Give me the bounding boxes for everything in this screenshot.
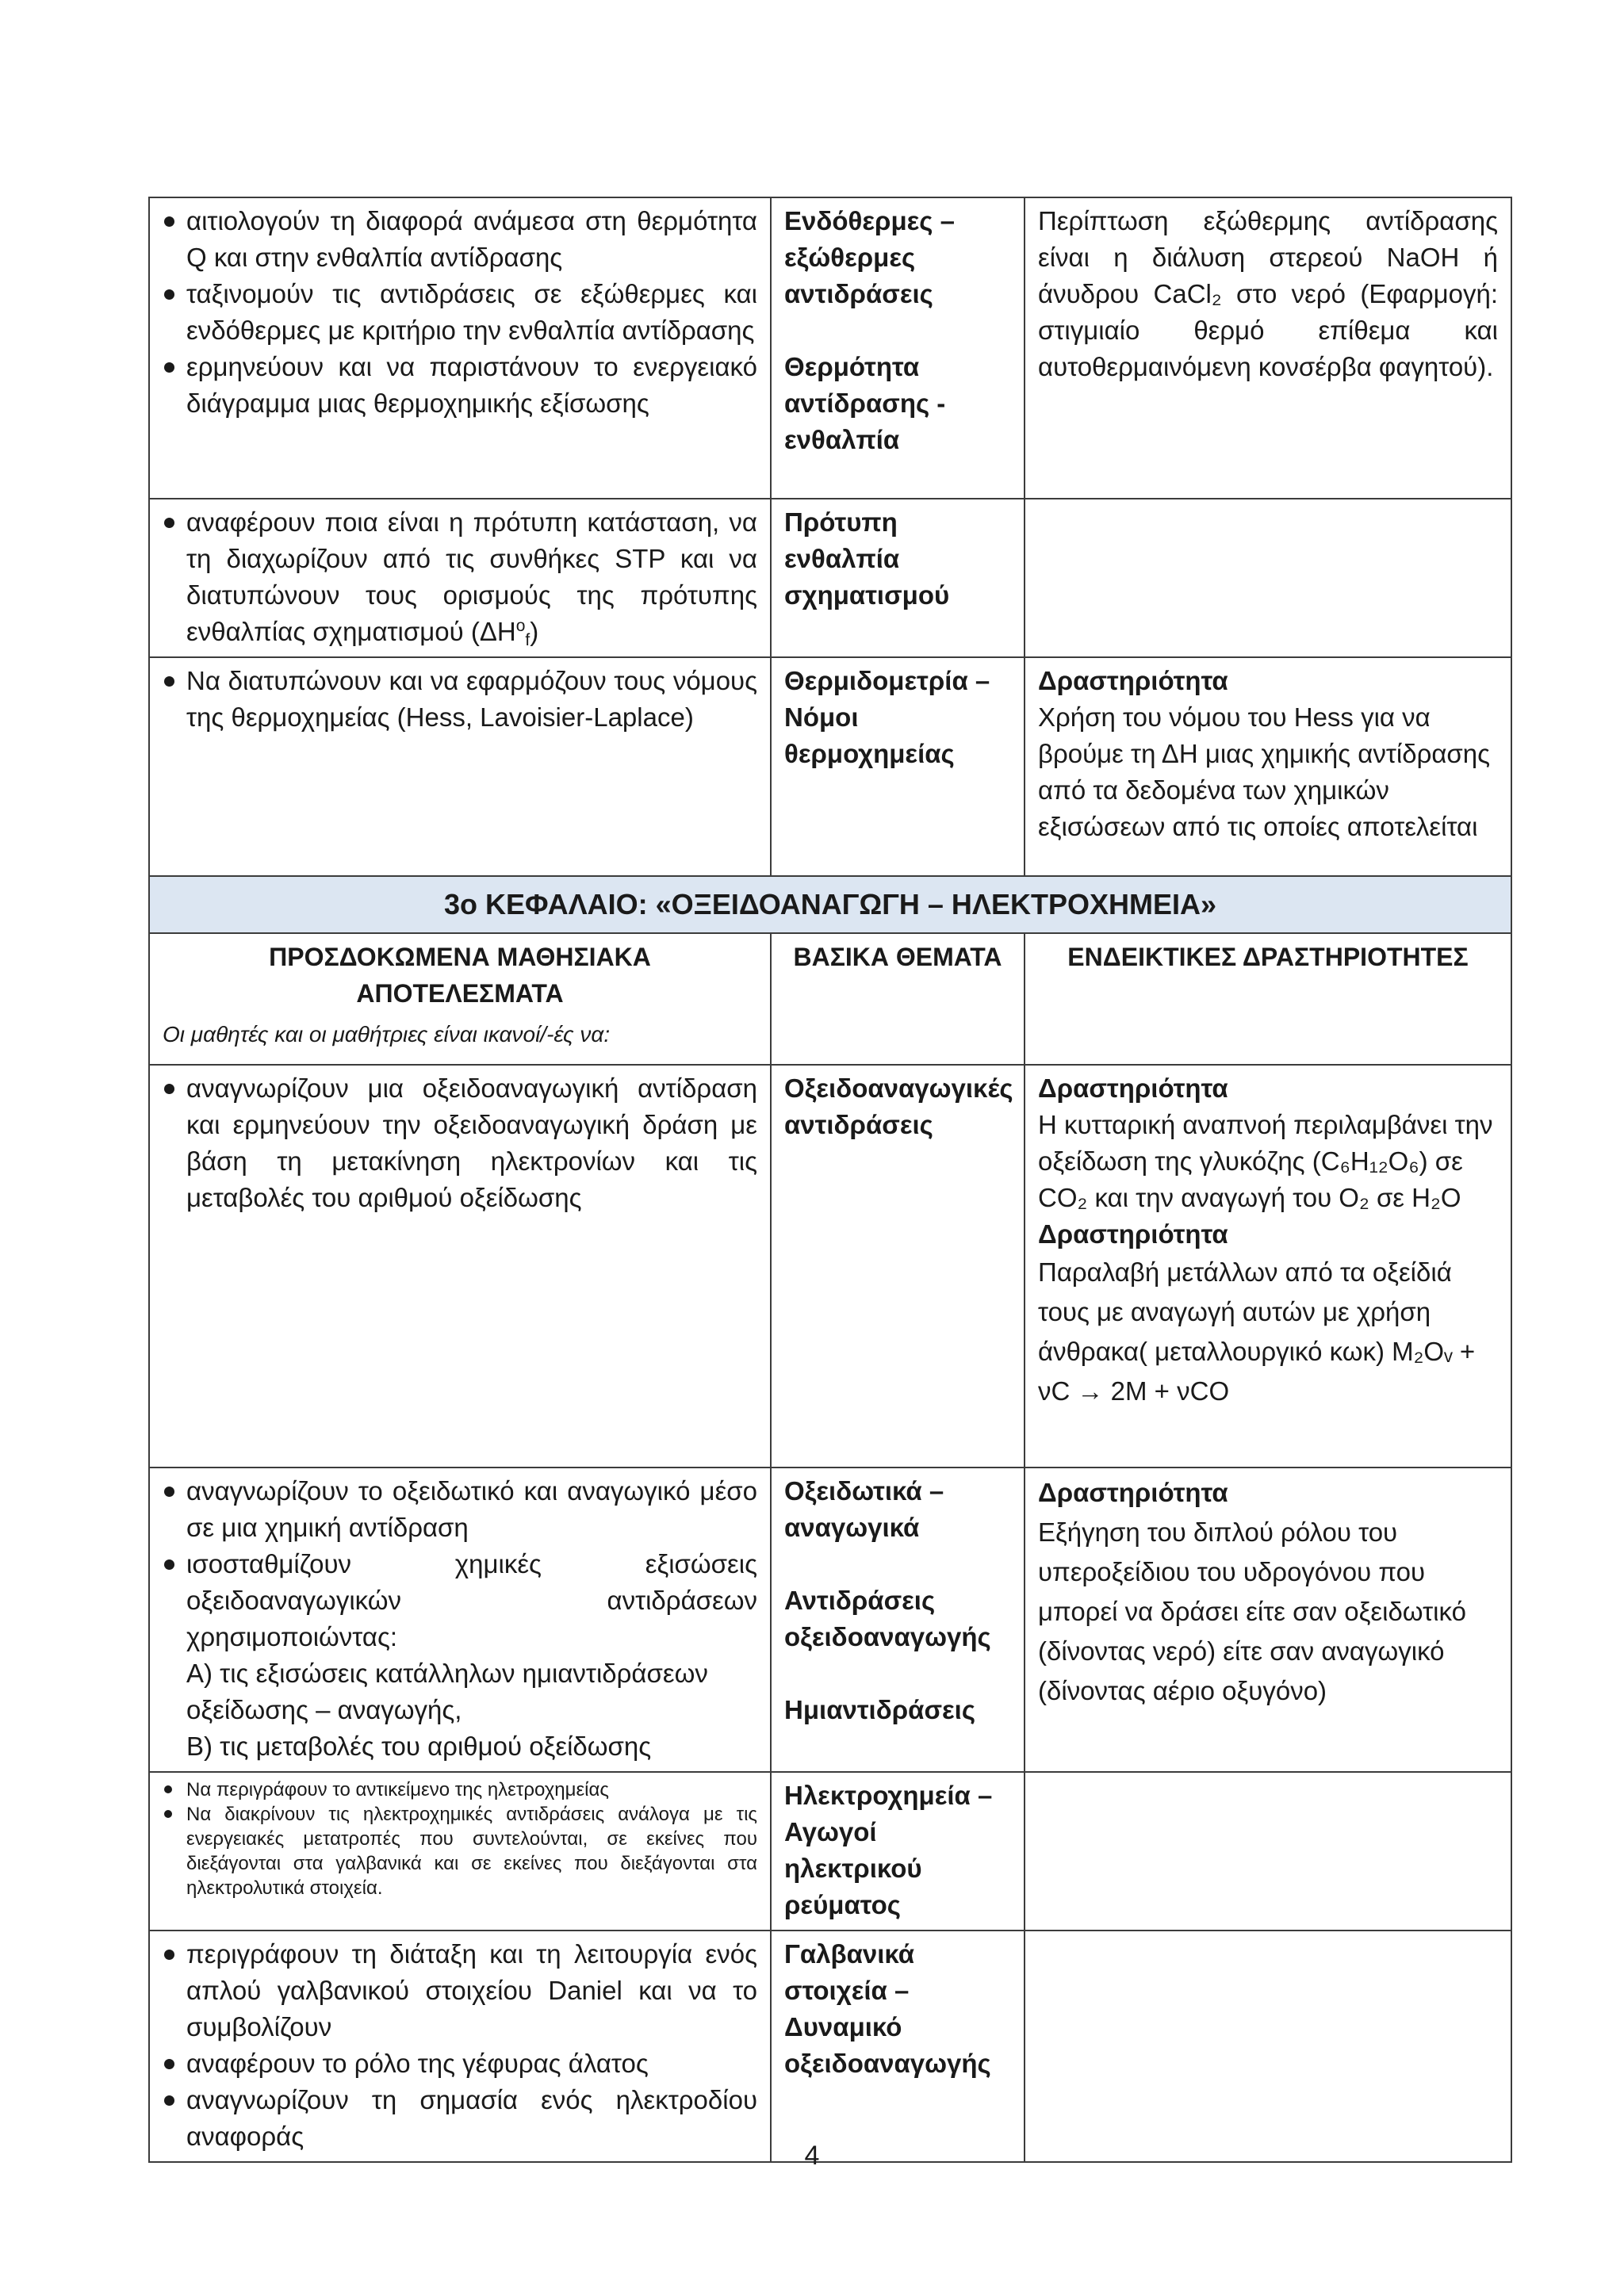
outcomes-cell bbox=[149, 1468, 771, 1772]
topic-line: Νόμοι bbox=[784, 702, 859, 732]
topic-line: Ενδόθερμες – bbox=[784, 206, 955, 235]
topic-cell bbox=[771, 1065, 1025, 1468]
list-item: Να διατυπώνουν και να εφαρμόζουν τους νόμους της θερμοχημείας (Hess, Lavoisier-Laplace) bbox=[163, 663, 757, 736]
header-topics: ΒΑΣΙΚΑ ΘΕΜΑΤΑ bbox=[771, 933, 1025, 1065]
topic-cell bbox=[771, 499, 1025, 657]
activity-cell bbox=[1025, 1772, 1511, 1931]
sub-item: Α) τις εξισώσεις κατάλληλων ημιαντιδράσεων οξείδωσης – αναγωγής, bbox=[186, 1659, 708, 1724]
chapter-title: 3ο ΚΕΦΑΛΑΙΟ: «ΟΞΕΙΔΟΑΝΑΓΩΓΗ – ΗΛΕΚΤΡΟΧΗΜΕΙΑ» bbox=[149, 876, 1511, 933]
activity-cell bbox=[1025, 499, 1511, 657]
topic-line: αντίδρασης - bbox=[784, 388, 946, 418]
activity-cell bbox=[1025, 197, 1511, 499]
header-outcomes-subtitle: Οι μαθητές και οι μαθήτριες είναι ικανοί/-ές να: bbox=[163, 1022, 611, 1047]
topic-line: αναγωγικά bbox=[784, 1513, 920, 1542]
activity-cell bbox=[1025, 1065, 1511, 1468]
topic-line: Αγωγοί bbox=[784, 1817, 877, 1846]
activity-text: Παραλαβή μετάλλων από τα οξείδιά τους με αναγωγή αυτών με χρήση άνθρακα( μεταλλουργικό κωκ) M₂Oᵥ + νC → 2M + νCO bbox=[1038, 1257, 1476, 1406]
table-row bbox=[149, 1468, 1511, 1772]
list-item: αιτιολογούν τη διαφορά ανάμεσα στη θερμότητα Q και στην ενθαλπία αντίδρασης bbox=[163, 203, 757, 276]
table-row bbox=[149, 1065, 1511, 1468]
table-row bbox=[149, 197, 1511, 499]
topic-cell bbox=[771, 1931, 1025, 2162]
activity-text: Εξήγηση του διπλού ρόλου του υπεροξείδιου του υδρογόνου που μπορεί να δράσει είτε σαν οξειδωτικό (δίνοντας νερό) είτε σαν αναγωγικό (δίνοντας αέριο οξυγόνο) bbox=[1038, 1517, 1466, 1705]
sub-item: Β) τις μεταβολές του αριθμού οξείδωσης bbox=[186, 1732, 652, 1761]
topic-line: ενθαλπία bbox=[784, 544, 900, 573]
topic-line: Ημιαντιδράσεις bbox=[784, 1695, 976, 1724]
topic-cell bbox=[771, 1772, 1025, 1931]
topic-line: ρεύματος bbox=[784, 1890, 901, 1919]
outcomes-cell bbox=[149, 657, 771, 876]
activity-title: Δραστηριότητα bbox=[1038, 666, 1228, 695]
topic-line: Δυναμικό bbox=[784, 2012, 902, 2042]
list-item: Να διακρίνουν τις ηλεκτροχημικές αντιδράσεις ανάλογα με τις ενεργειακές μετατροπές που συντελούνται, σε εκείνες που διεξάγονται στα γαλβανικά και σε εκείνες που διεξάγονται στα ηλεκτρολυτικά στοιχεία. bbox=[163, 1802, 757, 1900]
topic-line: Θερμότητα bbox=[784, 352, 920, 381]
topic-line: Πρότυπη bbox=[784, 507, 898, 537]
outcomes-cell bbox=[149, 499, 771, 657]
topic-line: Θερμιδομετρία – bbox=[784, 666, 990, 695]
topic-line: Ηλεκτροχημεία – bbox=[784, 1781, 993, 1810]
list-item: ερμηνεύουν και να παριστάνουν το ενεργειακό διάγραμμα μιας θερμοχημικής εξίσωσης bbox=[163, 349, 757, 422]
topic-line: αντιδράσεις bbox=[784, 279, 933, 308]
table-row bbox=[149, 876, 1511, 933]
activity-title: Δραστηριότητα bbox=[1038, 1478, 1228, 1507]
list-item: αναγνωρίζουν τη σημασία ενός ηλεκτροδίου αναφοράς bbox=[163, 2082, 757, 2155]
activity-text: Χρήση του νόμου του Hess για να βρούμε τη ΔΗ μιας χημικής αντίδρασης από τα δεδομένα των χημικών εξισώσεων από τις οποίες αποτελείται bbox=[1038, 702, 1491, 841]
topic-line: Αντιδράσεις bbox=[784, 1586, 936, 1615]
list-item: αναφέρουν ποια είναι η πρότυπη κατάσταση, να τη διαχωρίζουν από τις συνθήκες STP και να διατυπώνουν τους ορισμούς της πρότυπης ενθαλπίας σχηματισμού $(\Delta H^o_f)$ bbox=[163, 504, 757, 650]
topic-line: αντιδράσεις bbox=[784, 1110, 933, 1139]
page-number: 4 bbox=[804, 2141, 820, 2171]
list-item: αναγνωρίζουν το οξειδωτικό και αναγωγικό μέσο σε μια χημική αντίδραση bbox=[163, 1473, 757, 1546]
table-row bbox=[149, 499, 1511, 657]
list-item: περιγράφουν τη διάταξη και τη λειτουργία ενός απλού γαλβανικού στοιχείου Daniel και να το συμβολίζουν bbox=[163, 1936, 757, 2045]
list-item: ισοσταθμίζουν χημικές εξισώσεις οξειδοαναγωγικών αντιδράσεων χρησιμοποιώντας: bbox=[163, 1546, 757, 1655]
header-activities: ΕΝΔΕΙΚΤΙΚΕΣ ΔΡΑΣΤΗΡΙΟΤΗΤΕΣ bbox=[1025, 933, 1511, 1065]
outcomes-cell bbox=[149, 1931, 771, 2162]
topic-line: ενθαλπία bbox=[784, 425, 900, 454]
header-outcomes-title: ΠΡΟΣΔΟΚΩΜΕΝΑ ΜΑΘΗΣΙΑΚΑ ΑΠΟΤΕΛΕΣΜΑΤΑ bbox=[269, 943, 651, 1008]
topic-line: Οξειδωτικά – bbox=[784, 1476, 944, 1506]
topic-cell bbox=[771, 1468, 1025, 1772]
topic-line: σχηματισμού bbox=[784, 580, 950, 610]
activity-cell bbox=[1025, 1931, 1511, 2162]
topic-line: οξειδοαναγωγής bbox=[784, 1622, 991, 1651]
activity-cell bbox=[1025, 1468, 1511, 1772]
table-row bbox=[149, 1931, 1511, 2162]
topic-line: στοιχεία – bbox=[784, 1976, 910, 2005]
list-item: αναφέρουν το ρόλο της γέφυρας άλατος bbox=[163, 2045, 757, 2082]
list-item: Να περιγράφουν το αντικείμενο της ηλετροχημείας bbox=[163, 1777, 757, 1802]
list-item: αναγνωρίζουν μια οξειδοαναγωγική αντίδραση και ερμηνεύουν την οξειδοαναγωγική δράση με βάση τη μετακίνηση ηλεκτρονίων και τις μεταβολές του αριθμού οξείδωσης bbox=[163, 1070, 757, 1216]
outcomes-cell bbox=[149, 1065, 771, 1468]
list-item: ταξινομούν τις αντιδράσεις σε εξώθερμες και ενδόθερμες με κριτήριο την ενθαλπία αντίδρασης bbox=[163, 276, 757, 349]
topic-line: Γαλβανικά bbox=[784, 1939, 915, 1969]
topic-cell bbox=[771, 657, 1025, 876]
outcomes-cell bbox=[149, 197, 771, 499]
header-row bbox=[149, 933, 1511, 1065]
topic-line: ηλεκτρικού bbox=[784, 1854, 922, 1883]
outcomes-cell bbox=[149, 1772, 771, 1931]
activity-title: Δραστηριότητα bbox=[1038, 1073, 1228, 1103]
topic-line: οξειδοαναγωγής bbox=[784, 2049, 991, 2078]
table-row bbox=[149, 1772, 1511, 1931]
activity-cell bbox=[1025, 657, 1511, 876]
activity-text: Περίπτωση εξώθερμης αντίδρασης είναι η διάλυση στερεού NaOH ή άνυδρου CaCl₂ στο νερό (Εφαρμογή: στιγμιαίο θερμό επίθεμα και αυτοθερμαινόμενη κονσέρβα φαγητού). bbox=[1038, 206, 1498, 381]
header-outcomes bbox=[149, 933, 771, 1065]
topic-line: θερμοχημείας bbox=[784, 739, 955, 768]
activity-title: Δραστηριότητα bbox=[1038, 1219, 1228, 1249]
table-row bbox=[149, 657, 1511, 876]
topic-line: εξώθερμες bbox=[784, 243, 916, 272]
curriculum-table bbox=[148, 197, 1512, 2163]
topic-cell bbox=[771, 197, 1025, 499]
activity-text: Η κυτταρική αναπνοή περιλαμβάνει την οξείδωση της γλυκόζης (C₆H₁₂O₆) σε CO₂ και την αναγωγή του O₂ σε H₂O bbox=[1038, 1110, 1493, 1212]
topic-line: Οξειδοαναγωγικές bbox=[784, 1073, 1013, 1103]
